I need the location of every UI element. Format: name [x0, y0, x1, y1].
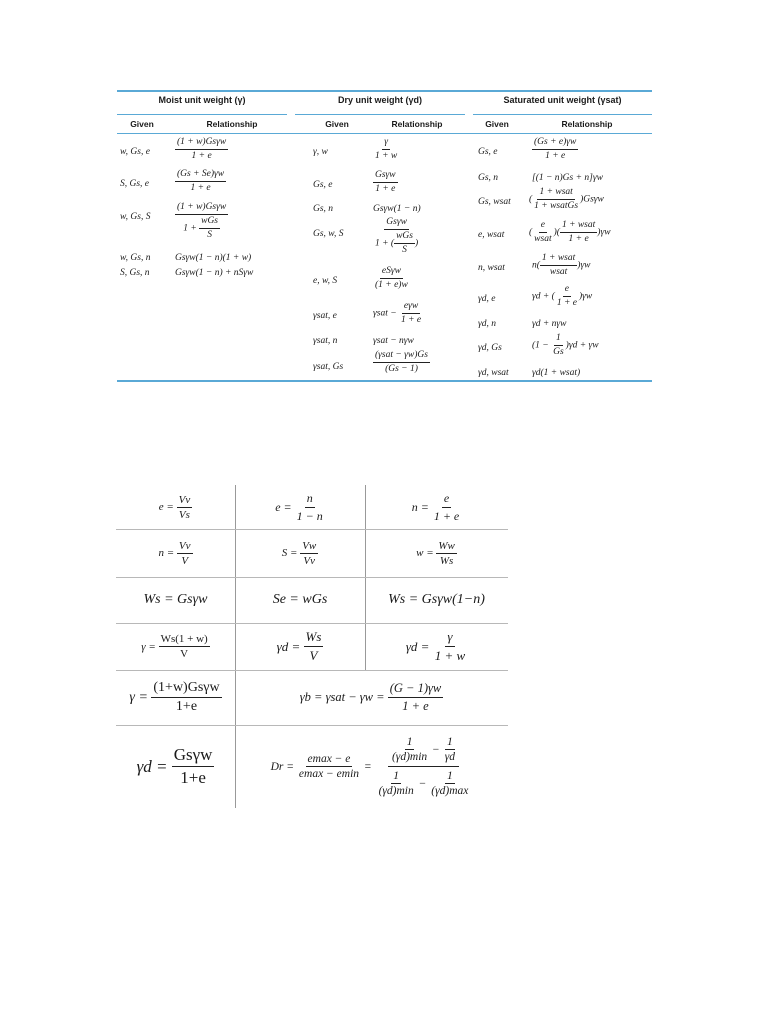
unit-weight-relationships-table: [117, 90, 652, 382]
moist-relationship: Gsγw(1 − n)(1 + w): [175, 253, 252, 263]
formula-relative-density: Dr = $\frac{emax - e}{emax - emin}$ = $\frac{1}{(\gamma d)\min}$ − $\frac{1}{\gamma d}$ $\frac{1}{(\gamma d)\min}$ − $\frac{1}{(\gamma d)\max}$: [270, 736, 469, 797]
formula-dry-unit-weight-water-content: γd = $\frac{\gamma}{1 + w}$: [405, 629, 466, 663]
sat-relationship: n( $\frac{\text{1 + wsat}}{\text{wsat}}$ )γw: [532, 253, 591, 277]
sat-given: Gs, wsat: [478, 197, 511, 207]
dry-relationship: $\frac{\text{(γsat − γw)Gs}}{(Gs - 1)}$: [375, 350, 428, 374]
formula-solids-weight: Ws = Gsγw: [143, 592, 208, 607]
formula-water-content: w = $\frac{Ww}{Ws}$: [416, 539, 455, 567]
dry-relationship: $\frac{\gamma}{1 + w}$: [375, 137, 398, 161]
group-rule-dry: [295, 114, 465, 115]
soil-phase-formula-grid: [116, 485, 508, 808]
moist-relationship: $\frac{(Gs + Se)\gamma w}{1 + e}$: [177, 169, 225, 193]
dry-given: e, w, S: [313, 276, 338, 286]
sat-given: Gs, e: [478, 147, 498, 157]
formula-void-ratio: e = $\frac{Vv}{Vs}$: [158, 493, 191, 521]
formula-se-wgs: Se = wGs: [272, 592, 328, 607]
header-relationship: Relationship: [206, 119, 258, 129]
sat-given: Gs, n: [478, 173, 499, 183]
formula-porosity-void-ratio: n = $\frac{e}{1 + e}$: [411, 490, 460, 523]
header-moist-unit-weight: Moist unit weight (γ): [158, 95, 246, 105]
dry-given: Gs, w, S: [313, 229, 344, 239]
formula-degree-of-saturation: S = $\frac{Vw}{Vv}$: [281, 539, 317, 567]
sat-given: γd, wsat: [478, 368, 509, 378]
sat-relationship: ( $\frac{\text{1 + wsat}}{\text{1 + wsatGs}}$ )Gsγw: [529, 187, 604, 211]
sat-given: γd, n: [478, 319, 496, 329]
dry-relationship: γsat − $\frac{\text{eγw}}{1 + e}$: [373, 301, 422, 325]
formula-moist-unit-weight: γ = $\frac{Ws(1 + w)}{V}$: [141, 633, 208, 660]
sat-given: γd, e: [478, 294, 496, 304]
table-bottom-rule: [117, 380, 652, 382]
dry-relationship: $\frac{\text{eSγw}}{(1 + e)w}$: [375, 266, 408, 290]
header-given: Given: [325, 119, 349, 129]
dry-given: γsat, Gs: [313, 362, 344, 372]
dry-relationship: $\frac{\text{Gsγw}}{1 + e}$: [375, 170, 396, 194]
sat-given: e, wsat: [478, 230, 505, 240]
moist-given: w, Gs, e: [120, 147, 150, 157]
sat-relationship: $\frac{(Gs + e)\gamma w}{1 + e}$: [534, 137, 577, 161]
sat-relationship: γd(1 + wsat): [532, 368, 581, 378]
group-rule-sat: [473, 114, 652, 115]
moist-given: w, Gs, S: [120, 212, 151, 222]
header-saturated-unit-weight: Saturated unit weight (γsat): [503, 95, 622, 105]
header-dry-unit-weight: Dry unit weight (γd): [338, 95, 422, 105]
dry-given: γ, w: [313, 147, 328, 157]
formula-porosity: n = $\frac{Vv}{V}$: [158, 539, 191, 567]
dry-given: Gs, n: [313, 204, 334, 214]
sat-given: n, wsat: [478, 263, 505, 273]
moist-relationship: (1 + w)Gsγw 1 + $\frac{\text{wGs}}{S}$: [177, 202, 227, 240]
moist-given: S, Gs, n: [120, 268, 150, 278]
sat-relationship: γd + nγw: [532, 319, 567, 329]
dry-relationship: Gsγw 1 + ( $\frac{\text{wGs}}{S}$ ): [375, 217, 419, 255]
formula-moist-unit-weight-gs: γ = $\frac{\text{(1+w)Gsγw}}{1+e}$: [129, 680, 220, 714]
dry-given: Gs, e: [313, 180, 333, 190]
dry-given: γsat, e: [313, 311, 337, 321]
sat-relationship: γd + ( $\frac{e}{1 + e}$ )γw: [532, 284, 593, 308]
sat-relationship: (1 − $\frac{1}{Gs}$ )γd + γw: [532, 333, 599, 357]
table-top-rule: [117, 90, 652, 92]
formula-dry-unit-weight-gs: γd = $\frac{\text{Gsγw}}{1+e}$: [136, 745, 213, 787]
sat-given: γd, Gs: [478, 343, 502, 353]
formula-buoyant-unit-weight: γb = γsat − γw = $\frac{(G - 1)\gamma w}{1 + e}$: [299, 681, 442, 713]
formula-dry-unit-weight: γd = $\frac{Ws}{V}$: [276, 629, 322, 663]
moist-relationship: Gsγw(1 − n) + nSγw: [175, 268, 254, 278]
dry-relationship: γsat − nγw: [373, 336, 414, 346]
dry-given: γsat, n: [313, 336, 338, 346]
sat-relationship: [(1 − n)Gs + n]γw: [532, 173, 603, 183]
formula-solids-weight-porosity: Ws = Gsγw(1−n): [388, 592, 485, 607]
header-bottom-rule: [117, 133, 652, 134]
moist-relationship: $\frac{\text{(1 + w)Gsγw}}{1 + e}$: [177, 137, 227, 161]
header-given: Given: [485, 119, 509, 129]
sat-relationship: ( $\frac{e}{\text{wsat}}$ )( $\frac{\text{1 + wsat}}{1 + e}$ )γw: [529, 220, 611, 244]
dry-relationship: Gsγw(1 − n): [373, 204, 421, 214]
moist-given: w, Gs, n: [120, 253, 151, 263]
header-given: Given: [130, 119, 154, 129]
moist-given: S, Gs, e: [120, 179, 150, 189]
group-rule-moist: [117, 114, 287, 115]
header-relationship: Relationship: [391, 119, 443, 129]
formula-void-ratio-porosity: e = $\frac{n}{1 - n}$: [275, 490, 323, 523]
header-relationship: Relationship: [561, 119, 613, 129]
